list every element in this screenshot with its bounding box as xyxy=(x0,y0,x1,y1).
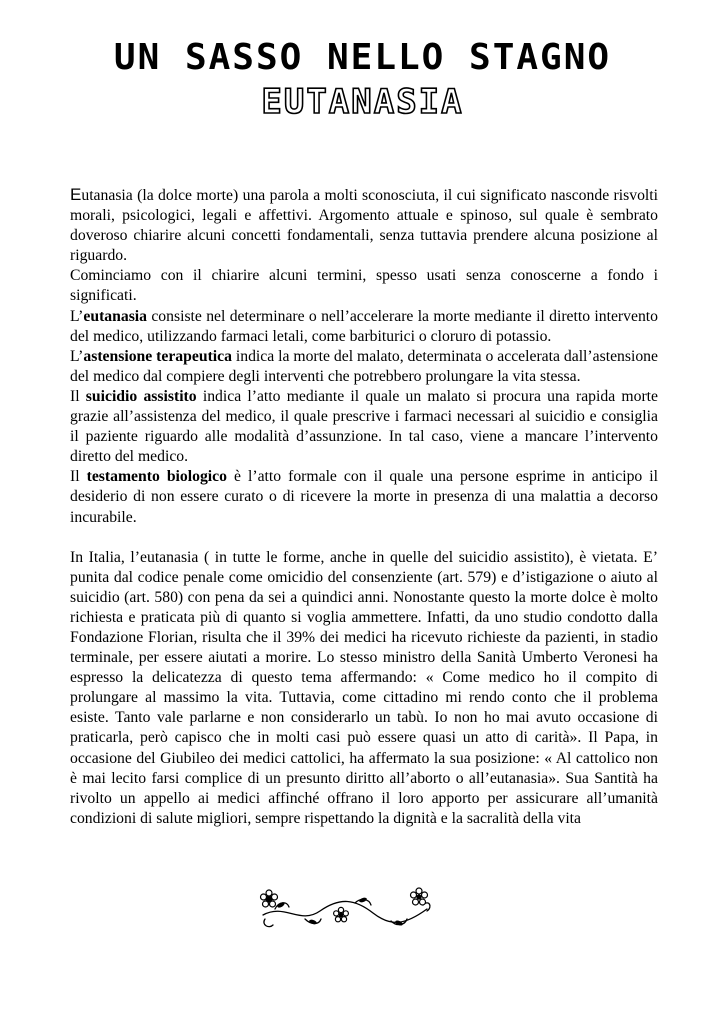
term-eutanasia: eutanasia xyxy=(83,307,148,325)
document-subtitle: EUTANASIA xyxy=(261,82,464,122)
paragraph-astensione xyxy=(70,347,658,387)
term-astensione-terapeutica: astensione terapeutica xyxy=(83,347,232,365)
document-title: UN SASSO NELLO STAGNO xyxy=(113,37,612,78)
paragraph-testamento xyxy=(70,467,658,527)
text-prefix: L’ xyxy=(70,307,84,325)
paragraph-eutanasia xyxy=(70,307,658,347)
text-prefix: Il xyxy=(70,468,87,486)
paragraph-intro xyxy=(70,185,658,266)
paragraph-intro-text: utanasia (la dolce morte) una parola a molti sconosciuta, il cui significato nasconde risvolti morali, psicologici, legali e affettivi. Argomento attuale e spinoso, sul quale è sembrato doveroso chiarire alcuni concetti fondamentali, senza tuttavia prendere alcuna posizione al riguardo. xyxy=(70,187,658,265)
drop-cap-letter: E xyxy=(70,185,82,204)
paragraph-terms: Cominciamo con il chiarire alcuni termini, spesso usati senza conoscerne a fondo i significati. xyxy=(70,267,658,305)
paragraph-italia: In Italia, l’eutanasia ( in tutte le forme, anche in quelle del suicidio assistito), è vietata. E’ punita dal codice penale come omicidio del consenziente (art. 579) e d’istigazione o aiuto al suicidio (art. 580) con pena da sei a quindici anni. Nonostante questo la morte dolce è molto richiesta e praticata più di quanto si voglia ammettere. Infatti, da uno studio condotto dalla Fondazione Florian, risulta che il 39% dei medici ha ricevuto richieste da pazienti, in stadio terminale, per essere aiutati a morire. Lo stesso ministro della Sanità Umberto Veronesi ha espresso la delicatezza di questo tema affermando: « Come medico ho il compito di prolungare al massimo la vita. Tuttavia, come cittadino mi rendo conto che il problema esiste. Tanto vale parlarne e non considerarlo un tabù. Io non ho mai avuto occasione di praticarla, però capisco che in molti casi può essere quasi un atto di carità». Il Papa, in occasione del Giubileo dei medici cattolici, ha affermato la sua posizione: « Al cattolico non è mai lecito farsi complice di un presunto diritto all’aborto o all’eutanasia». Sua Santità ha rivolto un appello ai medici affinché offrano il loro apporto per assicurare all’umanità condizioni di salute migliori, sempre rispettando la dignità e la sacralità della vita xyxy=(70,548,658,827)
term-suicidio-assistito: suicidio assistito xyxy=(85,387,197,405)
term-testamento-biologico: testamento biologico xyxy=(86,468,227,486)
text-prefix: Il xyxy=(70,387,86,405)
definition-text: indica l’atto mediante il quale un malato si procura una rapida morte grazie all’assistenza del medico, il quale prescrive i farmaci necessari al suicidio e consiglia il paziente riguardo alle modalità d’assunzione. In tal caso, viene a mancare l’intervento diretto del medico. xyxy=(70,387,658,466)
definition-text: indica la morte del malato, determinata o accelerata dall’astensione del medico dal compiere degli interventi che potrebbero prolungare la vita stessa. xyxy=(70,347,658,385)
definition-text: è l’atto formale con il quale una persone esprime in anticipo il desiderio di non essere curato o di ricevere la morte in presenza di una malattia a decorso incurabile. xyxy=(70,468,658,526)
article-body xyxy=(70,185,658,829)
definition-text: consiste nel determinare o nell’accelerare la morte mediante il diretto intervento del medico, utilizzando farmaci letali, come barbiturici o cloruro di potassio. xyxy=(70,307,658,345)
floral-vine-divider-icon xyxy=(255,885,435,933)
paragraph-spacer xyxy=(70,528,658,548)
paragraph-suicidio xyxy=(70,387,658,467)
text-prefix: L’ xyxy=(70,347,84,365)
